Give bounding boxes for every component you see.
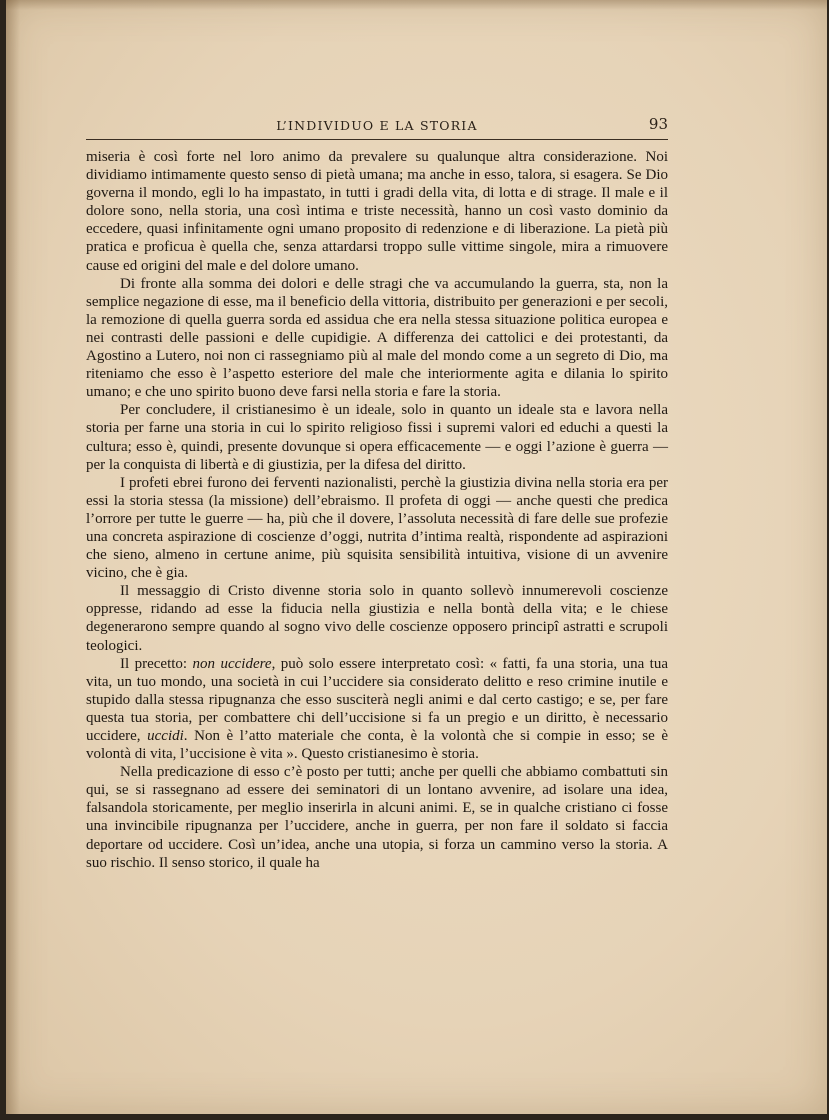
paragraph-6: Il precetto: non uccidere, può solo essere interpretato così: « fatti, fa una storia, una tua vita, un tuo mondo, una società in cui l’uccidere sia considerato delitto e reso crimine inutile e stupido dalla stessa ripugnanza che esso susciterà negli animi e dal certo castigo; e se, per fare questa tua storia, per combattere chi dell’uccisione si fa un pregio e un diritto, è necessario uccidere, uccidi. Non è l’atto materiale che conta, è la volontà che si compie in esso; se è volontà di vita, l’uccisione è vita ». Questo cristianesimo è storia. [86, 655, 668, 763]
italic-phrase: non uccidere [192, 655, 272, 672]
paragraph-4: I profeti ebrei furono dei ferventi nazionalisti, perchè la giustizia divina nella storia era per essi la storia stessa (la missione) dell’ebraismo. Il profeta di oggi — anche questi che predica l’orrore per tutte le guerre — ha, più che il dovere, l’assoluta necessità di fare delle sue profezie una concreta aspirazione di coscienze d’oggi, nutrita d’intima realtà, rispondente ad aspirazioni che sieno, almeno in certune anime, più squisita sensibilità intuitiva, visione di un avvenire vicino, che è gia. [86, 474, 668, 582]
paragraph-3: Per concludere, il cristianesimo è un ideale, solo in quanto un ideale sta e lavora nella storia per farne una storia in cui lo spirito religioso fissi i supremi valori ed educhi a questi la cultura; esso è, quindi, presente dovunque si opera efficacemente — e oggi l’azione è guerra — per la conquista di libertà e di giustizia, per la difesa del diritto. [86, 402, 668, 473]
running-title: L’INDIVIDUO E LA STORIA [276, 118, 478, 133]
paragraph-5: Il messaggio di Cristo divenne storia solo in quanto sollevò innumerevoli coscienze oppresse, ridando ad esse la fiducia nella giustizia e nella bontà della vita; e le chiese degenerarono sempre quando al sogno vivo delle coscienze opposero principî astratti e scrupoli teologici. [86, 583, 668, 654]
page-number: 93 [648, 115, 668, 133]
running-head [86, 114, 668, 140]
paragraph-1: miseria è così forte nel loro animo da prevalere su qualunque altra considerazione. Noi dividiamo intimamente questo senso di pietà umana; ma anche in esso, talora, si esagera. Se Dio governa il mondo, egli lo ha impastato, in tutti i gradi della vita, di lotta e di strage. Il male e il dolore sono, nella storia, una così intima e triste necessità, hanno un così vasto dominio da eccedere, quasi infinitamente ogni umano proposito di redenzione e di liberazione. La pietà più pratica e proficua è quella che, senza attardarsi troppo sulle vittime singole, mira a rimuovere cause ed origini del male e del dolore umano. [86, 149, 668, 274]
paragraph-7: Nella predicazione di esso c’è posto per tutti; anche per quelli che abbiamo combattuti sin qui, se si rassegnano ad essere dei seminatori di un lontano avvenire, ad isolare una idea, falsandola storicamente, per meglio inserirla in alcuni animi. E, se in qualche cristiano ci fosse una invincibile ripugnanza per l’uccidere, anche in guerra, per non fare il soldato si faccia deportare od uccidere. Così un’idea, anche una utopia, si forza un cammino verso la storia. A suo rischio. Il senso storico, il quale ha [86, 764, 668, 871]
italic-word: uccidi [147, 728, 184, 744]
header-rule [86, 139, 668, 140]
body-text [86, 148, 668, 872]
paragraph-2: Di fronte alla somma dei dolori e delle stragi che va accumulando la guerra, sta, non la semplice negazione di esse, ma il beneficio della vittoria, distribuito per generazioni e per secoli, la remozione di quella guerra sorda ed assidua che era nella stessa situazione politica europea e nei contrasti delle passioni e delle cupidigie. A differenza dei cattolici e dei protestanti, da Agostino a Lutero, noi non ci rassegniamo più al male del mondo come a un segreto di Dio, ma riteniamo che esso è l’aspetto esteriore del male che interiormente agita e dilania lo spirito umano; e che uno spirito buono deve farsi nella storia e fare la storia. [86, 275, 668, 401]
